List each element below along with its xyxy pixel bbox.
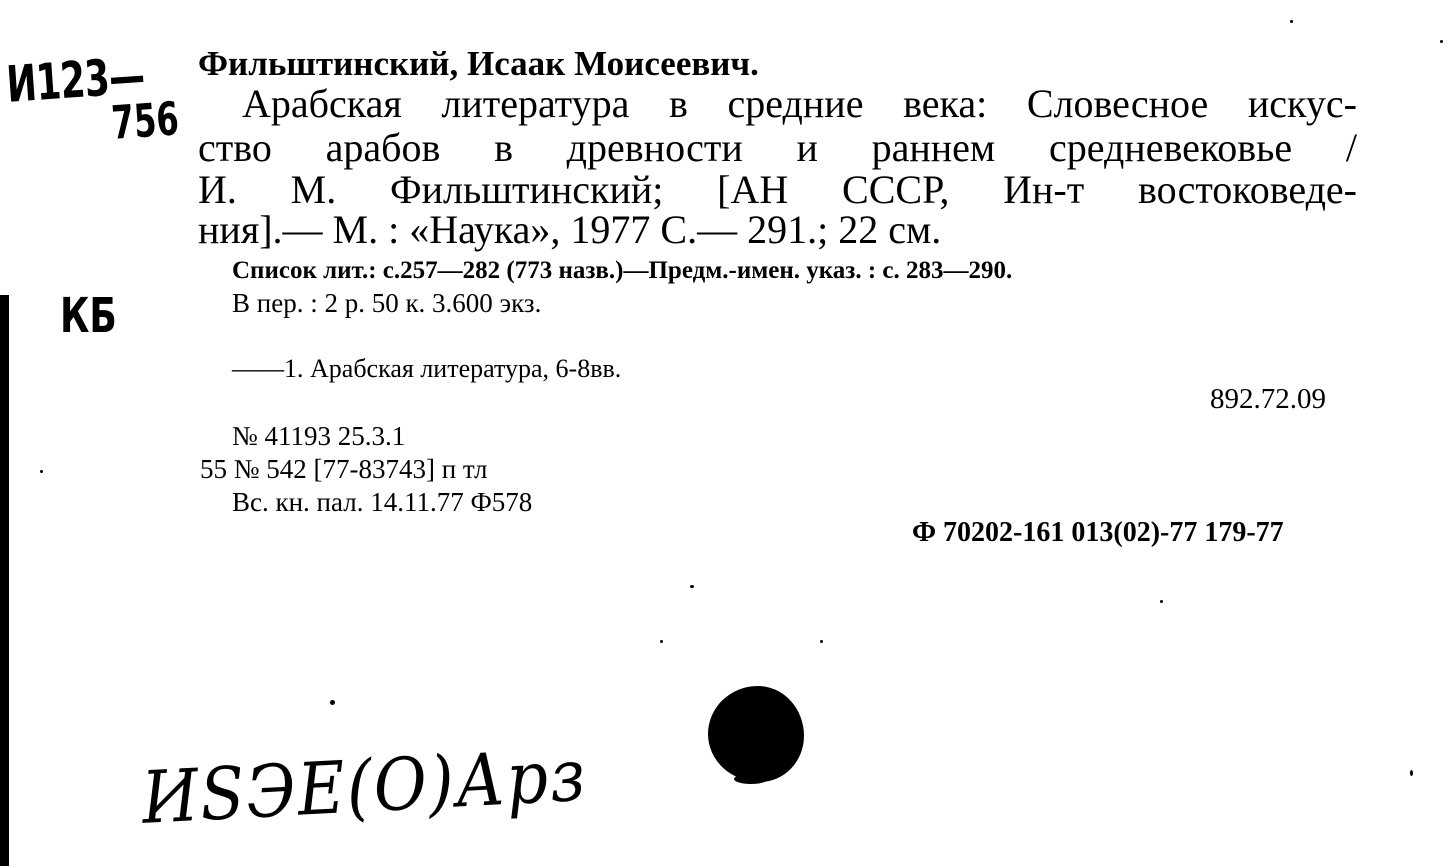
registration-line: 55 № 542 [77-83743] п тл — [200, 454, 488, 484]
subject-heading: ——1. Арабская литература, 6-8вв. — [232, 354, 622, 383]
classification-number: 892.72.09 — [1210, 383, 1326, 415]
handwritten-marker: КБ — [60, 288, 117, 344]
scan-speck — [1160, 600, 1163, 603]
scan-speck — [1290, 20, 1293, 23]
title-line: ство арабов в древности и раннем средневековье / — [198, 125, 1357, 170]
title-line: И. М. Фильштинский; [АН СССР, Ин-т востоковеде- — [198, 167, 1357, 212]
scan-speck — [330, 700, 335, 705]
author-heading: Фильштинский, Исаак Моисеевич. — [198, 44, 759, 83]
title-line: ния].— М. : «Наука», 1977 С.— 291.; 22 см. — [198, 207, 942, 252]
scan-speck — [1410, 770, 1413, 776]
card-left-edge-shadow — [0, 295, 9, 866]
bibliography-note: Список лит.: с.257—282 (773 назв.)—Предм.-имен. указ. : с. 283—290. — [232, 257, 1013, 284]
ink-blot — [708, 686, 804, 782]
catalog-code: Ф 70202-161 013(02)-77 179-77 — [912, 517, 1284, 548]
scan-speck — [1440, 40, 1443, 43]
price-note: В пер. : 2 р. 50 к. 3.600 экз. — [232, 288, 542, 318]
registration-line: № 41193 25.3.1 — [232, 421, 406, 451]
scan-speck — [40, 470, 43, 473]
scan-speck — [820, 640, 823, 643]
handwritten-location-code: ИSЭЕ(О)Арз — [139, 732, 589, 840]
title-line: Арабская литература в средние века: Словесное искус- — [242, 81, 1357, 126]
registration-line: Вс. кн. пал. 14.11.77 Ф578 — [232, 487, 533, 517]
scan-speck — [690, 585, 694, 588]
ink-blot-smudge — [734, 774, 768, 784]
handwritten-shelfmark-top: И123— — [4, 46, 147, 114]
scan-speck — [660, 640, 663, 643]
handwritten-shelfmark-bottom: 756 — [109, 91, 181, 150]
